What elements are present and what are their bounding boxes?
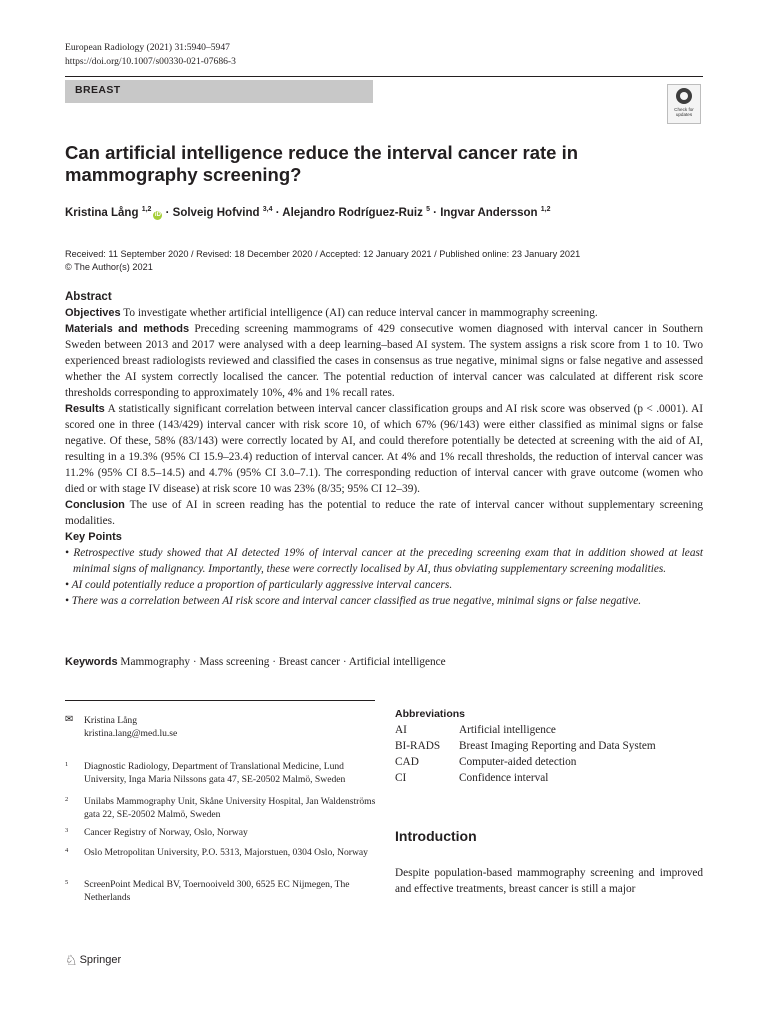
- abbreviations-heading: Abbreviations: [395, 708, 466, 720]
- footnote-rule: [65, 700, 375, 701]
- author-list: Kristina Lång $^{1,2}$iD · Solveig Hofvind $^{3,4}$ · Alejandro Rodríguez-Ruiz $^5$ · Ingvar Andersson $^{1,2}$: [65, 206, 551, 219]
- introduction-heading: Introduction: [395, 828, 477, 844]
- abbreviation-row: BI-RADS Breast Imaging Reporting and Data System: [395, 740, 656, 752]
- abbreviations: [395, 706, 656, 786]
- corresponding-author: Kristina Lång: [84, 715, 138, 726]
- section-band: [65, 80, 373, 103]
- journal-name: European Radiology (2021) 31:5940–5947: [65, 42, 230, 53]
- article-dates: [65, 248, 580, 274]
- introduction-text: Despite population-based mammography screening and improved and effective treatments, breast cancer is still a major: [395, 867, 703, 895]
- keywords-list: Mammography · Mass screening · Breast cancer · Artificial intelligence: [120, 656, 446, 668]
- abstract-methods: Materials and methods Preceding screening mammograms of 429 consecutive women diagnosed with interval cancer in Southern Sweden between 2013 and 2017 were analysed with a deep learning–based AI system. The system assigns a risk score from 1 to 10. Two experienced breast radiologists reviewed and classified the cases in consensus as true negative, minimal signs or false negative and assessed whether the AI system correctly localised the cancer. The potential reduction of interval cancer was calculated at different risk score thresholds corresponding to approximately 10%, 4% and 1% recall rates.: [65, 323, 703, 399]
- publisher-name: Springer: [79, 954, 122, 966]
- abstract-objectives: Objectives To investigate whether artificial intelligence (AI) can reduce interval cancer in mammography screening.: [65, 307, 598, 319]
- copyright: © The Author(s) 2021: [65, 262, 153, 272]
- author-2[interactable]: Solveig Hofvind $^{3,4}$: [172, 206, 273, 219]
- section-label: BREAST: [75, 84, 121, 96]
- doi-link[interactable]: https://doi.org/10.1007/s00330-021-07686-3: [65, 56, 236, 67]
- crossmark-label: Check for updates: [674, 107, 694, 117]
- check-for-updates-badge[interactable]: [667, 84, 701, 124]
- abbreviations-table: [395, 722, 656, 786]
- abstract-results: Results A statistically significant correlation between interval cancer classification groups and AI risk score was observed (p < .0001). AI scored one in three (143/429) interval cancer with risk score 10, of which 67% (96/143) were either classified as minimal signs or false negative. Of these, 58% (83/143) were correctly located by AI, and could therefore potentially be detected at screening with the aid of AI, resulting in a 19.3% (95% CI 15.9–23.4) reduction of interval cancer. At 4% and 1% recall thresholds, the reduction of interval cancer was 11.2% (95% CI 8.5–14.5) and 4.7% (95% CI 3.0–7.1). The corresponding reduction of interval cancer with grave outcome (women who died or with stage IV disease) at risk score 10 was 23% (8/35; 95% CI 12–39).: [65, 403, 703, 495]
- abbreviation-row: CI Confidence interval: [395, 772, 549, 784]
- keywords-label: Keywords: [65, 656, 118, 668]
- abbreviation-row: CAD Computer-aided detection: [395, 756, 577, 768]
- key-points-heading: Key Points: [65, 531, 122, 543]
- keywords: [65, 656, 446, 668]
- author-4[interactable]: Ingvar Andersson $^{1,2}$: [440, 206, 551, 219]
- publisher-logo: [65, 952, 121, 969]
- key-point: • AI could potentially reduce a proportion of particularly aggressive interval cancers.: [65, 579, 453, 591]
- abstract-heading: Abstract: [65, 291, 112, 303]
- envelope-icon: ✉: [65, 714, 74, 725]
- abstract-conclusion: Conclusion The use of AI in screen reading has the potential to reduce the rate of interval cancer without supplementary screening modalities.: [65, 499, 703, 527]
- history-dates: Received: 11 September 2020 / Revised: 18 December 2020 / Accepted: 12 January 2021 / Published online: 23 January 2021: [65, 249, 581, 259]
- orcid-icon[interactable]: iD: [154, 211, 161, 218]
- header-rule: [65, 76, 703, 77]
- crossmark-icon: [676, 88, 692, 104]
- key-point: • There was a correlation between AI risk score and interval cancer classified as true negative, minimal signs or false negative.: [65, 595, 642, 607]
- journal-citation: [65, 41, 236, 69]
- corresponding-email[interactable]: kristina.lang@med.lu.se: [84, 728, 178, 739]
- author-1[interactable]: Kristina Lång $^{1,2}$: [65, 206, 152, 219]
- springer-horse-icon: ♘: [65, 952, 78, 968]
- author-3[interactable]: Alejandro Rodríguez-Ruiz $^5$: [282, 206, 430, 219]
- key-point: • Retrospective study showed that AI detected 19% of interval cancer at the preceding screening exam that in addition showed at least minimal signs of malignancy. Importantly, these were correctly localised by AI, thus obviating supplementary screening modalities.: [65, 547, 703, 575]
- abstract: [65, 289, 703, 609]
- abbreviation-row: AI Artificial intelligence: [395, 724, 556, 736]
- article-title: Can artificial intelligence reduce the interval cancer rate in mammography screening?: [65, 142, 579, 185]
